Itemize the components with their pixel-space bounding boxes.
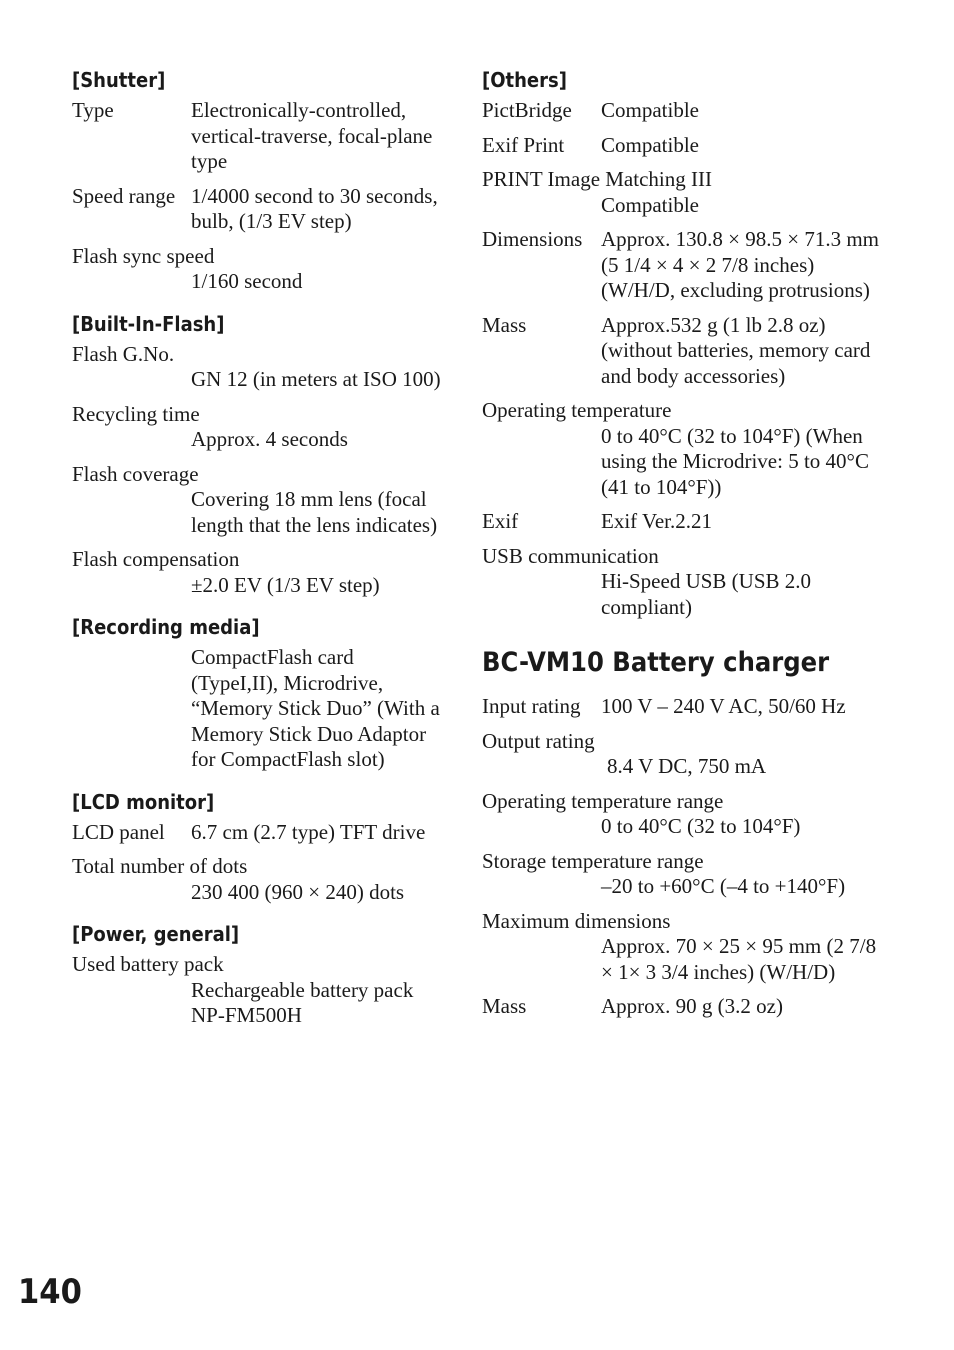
- spec-entry-flash-gno: [72, 342, 442, 393]
- built-in-flash-section: [72, 310, 442, 599]
- spec-value: Approx. 70 × 25 × 95 mm (2 7/8 × 1× 3 3/4 inches) (W/H/D): [601, 934, 877, 984]
- lcd-monitor-section: [72, 788, 442, 906]
- right-column: [482, 66, 882, 1035]
- spec-value: 1/4000 second to 30 seconds, bulb, (1/3 EV step): [191, 183, 438, 233]
- spec-value: ±2.0 EV (1/3 EV step): [191, 572, 380, 597]
- spec-value: Compatible: [601, 98, 699, 122]
- built-in-flash-heading: [Built-In-Flash]: [72, 311, 225, 336]
- spec-entry-recycling-time: [72, 402, 442, 453]
- spec-entry-maximum-dimensions: [482, 909, 882, 986]
- spec-value: Hi-Speed USB (USB 2.0 compliant): [601, 569, 812, 619]
- spec-entry-operating-temperature: [482, 398, 882, 500]
- recording-media-heading: [Recording media]: [72, 615, 260, 639]
- spec-label: Dimensions: [482, 227, 583, 251]
- spec-entry-lcd-panel: [72, 820, 442, 846]
- spec-entry-print-image-matching: [482, 167, 882, 218]
- spec-value: 0 to 40°C (32 to 104°F): [601, 814, 801, 838]
- spec-label: Flash sync speed: [72, 243, 215, 268]
- spec-entry-usb-communication: [482, 544, 882, 621]
- spec-label: Operating temperature: [482, 398, 672, 422]
- spec-label: Flash coverage: [72, 461, 199, 486]
- left-column: [72, 66, 442, 1044]
- spec-entry-output-rating: [482, 729, 882, 780]
- spec-value: 230 400 (960 × 240) dots: [191, 879, 405, 904]
- spec-value: Exif Ver.2.21: [601, 509, 713, 533]
- spec-value: Approx. 4 seconds: [191, 427, 348, 451]
- spec-label: Flash G.No.: [72, 341, 175, 366]
- spec-entry-flash-compensation: [72, 547, 442, 598]
- spec-value: Rechargeable battery pack NP-FM500H: [191, 977, 414, 1027]
- spec-value: Approx.532 g (1 lb 2.8 oz) (without batteries, memory card and body accessories): [601, 312, 871, 388]
- battery-charger-section: [482, 646, 882, 1020]
- spec-entry-recording-media: [72, 645, 442, 773]
- spec-label: Input rating: [482, 694, 581, 718]
- spec-value: 8.4 V DC, 750 mA: [607, 754, 767, 778]
- spec-label: Used battery pack: [72, 952, 224, 976]
- page-number: 140: [18, 1272, 82, 1312]
- spec-value: CompactFlash card (TypeI,II), Microdrive, “Memory Stick Duo” (With a Memory Stick Duo Adaptor for CompactFlash slot): [191, 645, 440, 771]
- spec-entry-total-dots: [72, 854, 442, 905]
- spec-label: Speed range: [72, 183, 176, 208]
- recording-media-section: [72, 613, 442, 773]
- spec-entry-battery-pack: [72, 952, 442, 1029]
- spec-label: Maximum dimensions: [482, 908, 671, 933]
- spec-label: Flash compensation: [72, 547, 240, 571]
- spec-label: USB communication: [482, 543, 659, 568]
- spec-label: Exif Print: [482, 132, 565, 157]
- spec-label: Mass: [482, 994, 527, 1018]
- spec-entry-speed-range: [72, 184, 442, 235]
- spec-value: 1/160 second: [191, 269, 303, 293]
- spec-entry-mass: [482, 313, 882, 390]
- spec-value: 100 V – 240 V AC, 50/60 Hz: [601, 694, 846, 718]
- spec-value: Covering 18 mm lens (focal length that the lens indicates): [191, 487, 438, 537]
- spec-value: Approx. 90 g (3.2 oz): [601, 994, 783, 1018]
- spec-entry-flash-coverage: [72, 462, 442, 539]
- battery-charger-heading: BC-VM10 Battery charger: [482, 647, 830, 678]
- spec-value: Electronically-controlled, vertical-traverse, focal-plane type: [191, 98, 433, 173]
- spec-label: Recycling time: [72, 401, 200, 426]
- spec-label: Mass: [482, 312, 527, 337]
- spec-label: Total number of dots: [72, 854, 248, 878]
- spec-label: Exif: [482, 509, 519, 533]
- spec-label: Storage temperature range: [482, 848, 704, 873]
- spec-value: Compatible: [601, 192, 699, 217]
- spec-value: Compatible: [601, 132, 699, 157]
- spec-entry-operating-temperature-range: [482, 789, 882, 840]
- spec-value: Approx. 130.8 × 98.5 × 71.3 mm (5 1/4 × 4 × 2 7/8 inches) (W/H/D, excluding protrusions): [601, 227, 880, 302]
- spec-value: GN 12 (in meters at ISO 100): [191, 367, 441, 391]
- shutter-heading: [Shutter]: [72, 68, 166, 92]
- shutter-section: [72, 66, 442, 295]
- spec-entry-flash-sync: [72, 244, 442, 295]
- spec-entry-exif: [482, 509, 882, 535]
- others-heading: [Others]: [482, 68, 567, 92]
- spec-value: 6.7 cm (2.7 type) TFT drive: [191, 819, 426, 844]
- spec-label: Operating temperature range: [482, 788, 724, 813]
- power-general-heading: [Power, general]: [72, 922, 240, 946]
- spec-entry-pictbridge: [482, 98, 882, 124]
- spec-entry-storage-temperature-range: [482, 849, 882, 900]
- spec-entry-input-rating: [482, 694, 882, 720]
- spec-entry-charger-mass: [482, 994, 882, 1020]
- spec-entry-dimensions: [482, 227, 882, 304]
- spec-label: Output rating: [482, 728, 595, 753]
- power-general-section: [72, 920, 442, 1029]
- spec-label: PictBridge: [482, 98, 572, 122]
- spec-entry-exif-print: [482, 133, 882, 159]
- spec-label: LCD panel: [72, 819, 165, 844]
- spec-label: Type: [72, 98, 114, 122]
- others-section: [482, 66, 882, 620]
- spec-entry-type: [72, 98, 442, 175]
- spec-value: 0 to 40°C (32 to 104°F) (When using the Microdrive: 5 to 40°C (41 to 104°F)): [601, 423, 869, 499]
- lcd-monitor-heading: [LCD monitor]: [72, 789, 215, 814]
- spec-value: –20 to +60°C (–4 to +140°F): [601, 874, 846, 898]
- spec-label: PRINT Image Matching III: [482, 167, 712, 191]
